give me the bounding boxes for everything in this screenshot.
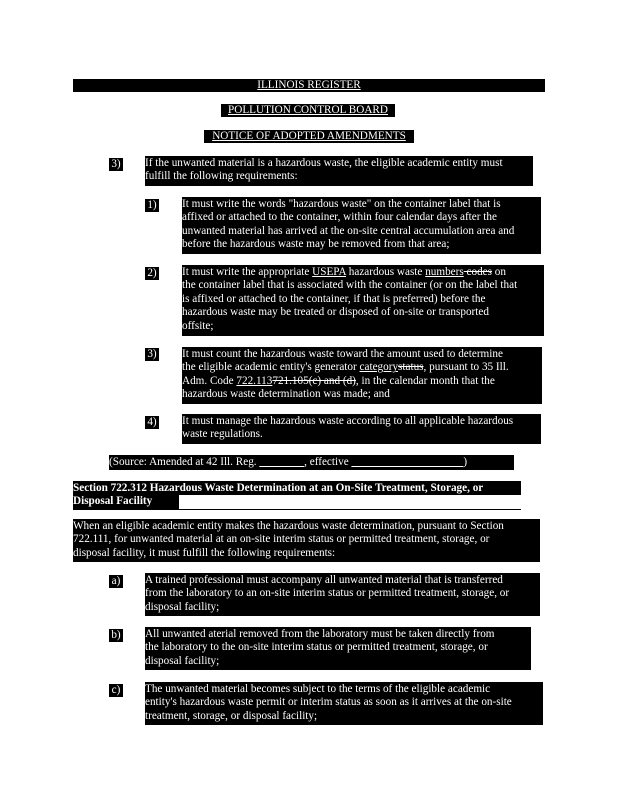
sub-3-line-2: the eligible academic entity's generator categorystatus, pursuant to 35 Ill. — [182, 361, 509, 374]
sub-1-line-3: unwanted material has arrived at the on-site central accumulation area and — [182, 224, 515, 237]
sub-2-line-4: hazardous waste may be treated or disposed of on-site or transported — [182, 306, 489, 319]
register-title-text: ILLINOIS REGISTER — [257, 79, 361, 91]
item-3-text — [145, 156, 533, 186]
item-c-line-3: treatment, storage, or disposal facility; — [145, 709, 318, 722]
item-b-line-1: All unwanted aterial removed from the laboratory must be taken directly from — [145, 628, 495, 640]
sub-3-line-1: It must count the hazardous waste toward the amount used to determine — [182, 348, 503, 360]
sub-3-line-3: Adm. Code 722.113721.105(c) and (d), in the calendar month that the — [182, 374, 495, 387]
source-note: (Source: Amended at 42 Ill. Reg. ________, effective ____________________) — [109, 455, 514, 470]
notice-title — [204, 130, 414, 143]
sub-2-line-5: offsite; — [182, 319, 214, 332]
item-a-text — [145, 573, 540, 616]
item-a-line-2: from the laboratory to an on-site interim status or permitted treatment, storage, or — [145, 587, 510, 600]
sub-3-text — [182, 347, 542, 404]
item-3-line-1: If the unwanted material is a hazardous waste, the eligible academic entity must — [145, 157, 503, 169]
sub-2-text — [182, 265, 544, 336]
sub-2-line-1: It must write the appropriate USEPA hazardous waste numbers codes on — [182, 266, 506, 278]
sub-1-text — [182, 197, 541, 254]
section-heading-line-1: Section 722.312 Hazardous Waste Determination at an On-Site Treatment, Storage, or — [73, 482, 484, 494]
intro-line-3: disposal facility, it must fulfill the following requirements: — [73, 546, 336, 559]
intro-line-2: 722.111, for unwanted material at an on-site interim status or permitted treatment, storage, or — [73, 533, 490, 546]
sub-1-label: 1) — [145, 199, 159, 212]
item-3-label: 3) — [109, 158, 123, 171]
section-heading-line-2: Disposal Facility — [73, 495, 153, 508]
sub-4-text — [182, 414, 541, 444]
sub-3-line-4: hazardous waste determination was made; and — [182, 388, 390, 401]
item-a-label: a) — [109, 575, 123, 588]
item-3-line-2: fulfill the following requirements: — [145, 170, 298, 183]
item-c-line-2: entity's hazardous waste permit or interim status as soon as it arrives at the on-site — [145, 696, 512, 709]
item-c-label: c) — [109, 684, 123, 697]
intro-paragraph — [73, 519, 540, 562]
item-a-line-3: disposal facility; — [145, 600, 220, 613]
sub-2-label: 2) — [145, 267, 159, 280]
sub-4-label: 4) — [145, 416, 159, 429]
item-b-line-3: disposal facility; — [145, 654, 220, 667]
sub-2-line-2: the container label that is associated with the container (or on the label that — [182, 279, 518, 292]
item-b-label: b) — [109, 629, 123, 642]
board-title-text: POLLUTION CONTROL BOARD — [228, 104, 388, 116]
item-a-line-1: A trained professional must accompany all unwanted material that is transferred — [145, 574, 503, 586]
sub-1-line-2: affixed or attached to the container, within four calendar days after the — [182, 211, 497, 224]
register-title — [73, 79, 545, 92]
item-b-line-2: the laboratory to the on-site interim status or permitted treatment, storage, or — [145, 641, 488, 654]
sub-1-line-4: before the hazardous waste may be removed from that area; — [182, 238, 450, 251]
sub-4-line-2: waste regulations. — [182, 428, 263, 441]
section-heading-gap — [179, 495, 521, 509]
intro-line-1: When an eligible academic entity makes the hazardous waste determination, pursuant to Section — [73, 520, 504, 532]
sub-3-label: 3) — [145, 348, 159, 361]
sub-1-line-1: It must write the words "hazardous waste" on the container label that is — [182, 198, 501, 210]
item-b-text — [145, 627, 531, 670]
notice-title-text: NOTICE OF ADOPTED AMENDMENTS — [212, 130, 406, 142]
sub-2-line-3: is affixed or attached to the container, if that is preferred) before the — [182, 292, 486, 305]
item-c-line-1: The unwanted material becomes subject to the terms of the eligible academic — [145, 683, 491, 695]
item-c-text — [145, 682, 543, 725]
board-title — [221, 104, 395, 117]
sub-4-line-1: It must manage the hazardous waste according to all applicable hazardous — [182, 415, 514, 427]
